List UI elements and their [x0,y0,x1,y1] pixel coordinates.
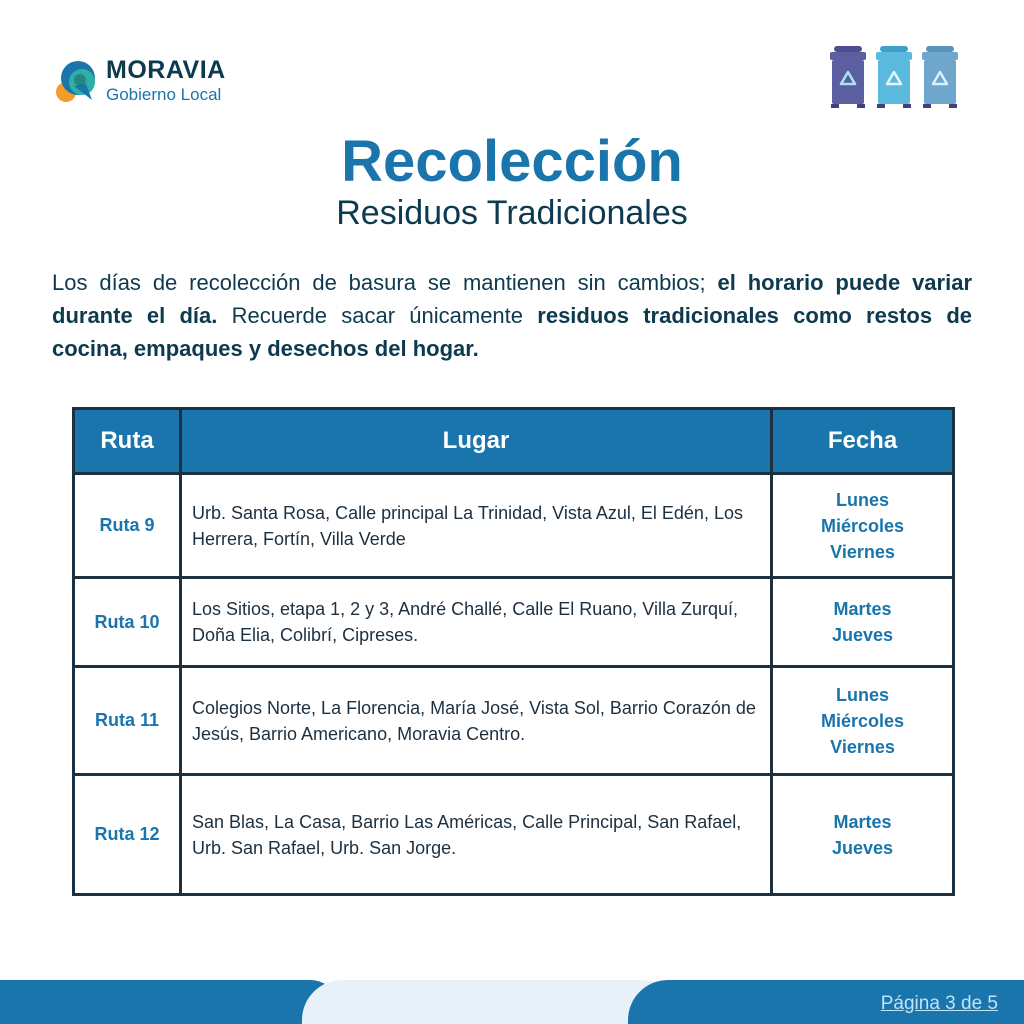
route-day: Viernes [830,736,895,757]
route-days [772,578,954,667]
table-row [74,775,954,895]
page-indicator-link[interactable]: Página 3 de 5 [880,993,998,1014]
route-day: Miércoles [820,515,905,536]
route-days [772,667,954,775]
route-day: Viernes [830,541,895,562]
route-name: Ruta 10 [74,578,181,667]
footer-shape-middle [302,980,682,1024]
route-days [772,474,954,578]
recycling-bin-icon [828,44,868,110]
route-name: Ruta 11 [74,667,181,775]
intro-text-1: Los días de recolección de basura se mantienen sin cambios; [52,270,718,295]
route-places: Urb. Santa Rosa, Calle principal La Trinidad, Vista Azul, El Edén, Los Herrera, Fortín, Villa Verde [181,474,772,578]
route-places: Colegios Norte, La Florencia, María José, Vista Sol, Barrio Corazón de Jesús, Barrio Americano, Moravia Centro. [181,667,772,775]
route-name: Ruta 12 [74,775,181,895]
route-day: Martes [833,599,892,619]
route-day: Lunes [835,489,889,510]
table-row [74,474,954,578]
moravia-logo [52,56,226,104]
route-days [772,775,954,895]
page-subtitle: Residuos Tradicionales [336,194,688,232]
table-row [74,578,954,667]
route-places: Los Sitios, etapa 1, 2 y 3, André Challé, Calle El Ruano, Villa Zurquí, Doña Elia, Colibrí, Cipreses. [181,578,772,667]
header-lugar: Lugar [181,409,772,474]
routes-table [72,407,955,896]
brand-subtitle: Gobierno Local [106,84,222,104]
intro-text-2: Recuerde sacar únicamente [217,303,538,328]
intro-bold-2: residuos tradicionales como restos de cocina, empaques y desechos del hogar. [52,303,972,361]
header-ruta: Ruta [74,409,181,474]
route-day: Martes [833,811,892,832]
intro-paragraph [52,266,972,365]
table-header-row [74,409,954,474]
header-fecha: Fecha [772,409,954,474]
recycling-bin-icon [920,44,960,110]
footer-bar [0,980,1024,1024]
route-day: Lunes [835,684,889,705]
route-places: San Blas, La Casa, Barrio Las Américas, Calle Principal, San Rafael, Urb. San Rafael, Urb. San Jorge. [181,775,772,895]
table-row [74,667,954,775]
route-day: Miércoles [820,710,905,731]
recycling-bins [828,44,960,110]
route-name: Ruta 9 [74,474,181,578]
page-title: Recolección [341,129,683,194]
route-day: Jueves [831,625,894,645]
moravia-logo-icon [52,56,100,104]
intro-bold-1: el horario puede variar durante el día. [52,270,973,328]
brand-name: MORAVIA [106,55,226,84]
route-day: Jueves [831,837,894,858]
footer-shape-left [0,980,340,1024]
recycling-bin-icon [874,44,914,110]
